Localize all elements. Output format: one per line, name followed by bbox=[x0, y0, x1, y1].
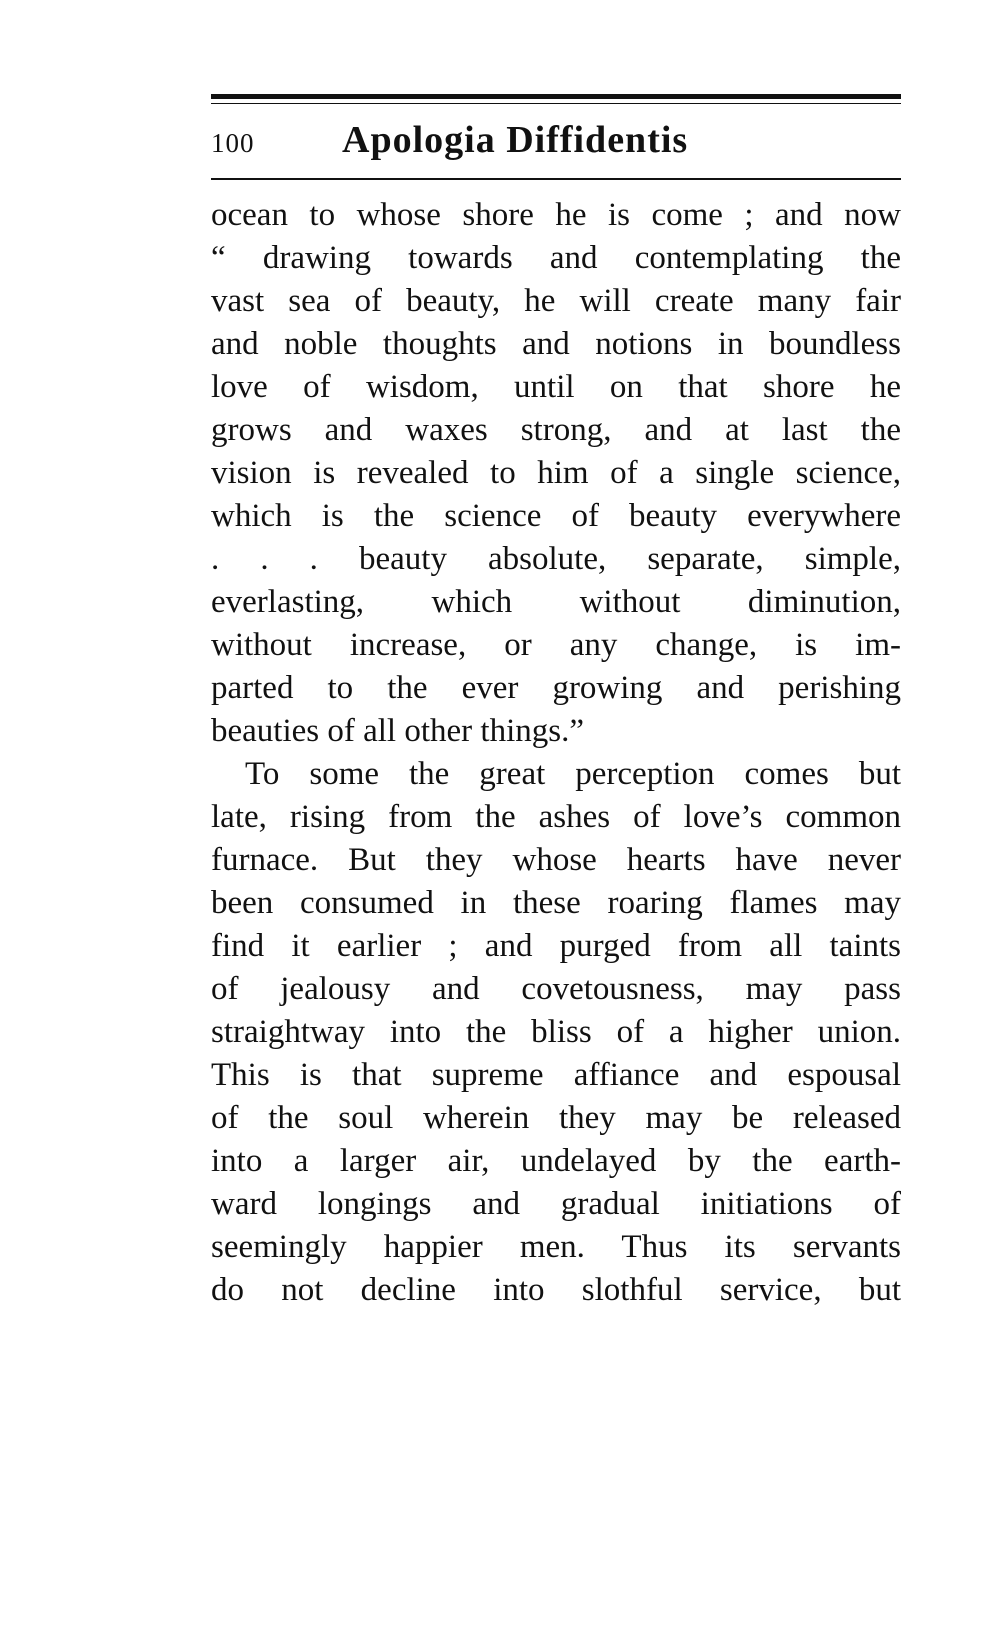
paragraph-2 bbox=[211, 753, 901, 1312]
text-line: everlasting, which without diminution, bbox=[211, 584, 901, 620]
text-line: parted to the ever growing and perishing bbox=[211, 670, 901, 706]
text-line: furnace. But they whose hearts have never bbox=[211, 842, 901, 878]
text-line: late, rising from the ashes of love’s common bbox=[211, 799, 901, 835]
top-rule-thick bbox=[211, 94, 901, 99]
text-line: love of wisdom, until on that shore he bbox=[211, 369, 901, 405]
text-line: which is the science of beauty everywhere bbox=[211, 498, 901, 534]
text-line: of jealousy and covetousness, may pass bbox=[211, 971, 901, 1007]
top-rule-thin bbox=[211, 103, 901, 104]
text-line: This is that supreme affiance and espousal bbox=[211, 1057, 901, 1093]
text-line: vision is revealed to him of a single science, bbox=[211, 455, 901, 491]
running-head: Apologia Diffidentis bbox=[342, 119, 689, 161]
text-line: . . . beauty absolute, separate, simple, bbox=[211, 541, 901, 577]
header-rule bbox=[211, 178, 901, 180]
text-line: beauties of all other things.” bbox=[211, 713, 584, 749]
text-line: into a larger air, undelayed by the earth- bbox=[211, 1143, 901, 1179]
text-line: without increase, or any change, is im- bbox=[211, 627, 901, 663]
text-line: To some the great perception comes but bbox=[245, 756, 901, 792]
paragraph-1 bbox=[211, 194, 901, 753]
text-line: vast sea of beauty, he will create many fair bbox=[211, 283, 901, 319]
text-line: “ drawing towards and contemplating the bbox=[211, 240, 901, 276]
text-line: seemingly happier men. Thus its servants bbox=[211, 1229, 901, 1265]
text-line: straightway into the bliss of a higher union. bbox=[211, 1014, 901, 1050]
text-line: and noble thoughts and notions in boundless bbox=[211, 326, 901, 362]
text-line: grows and waxes strong, and at last the bbox=[211, 412, 901, 448]
body-text bbox=[211, 194, 901, 1312]
page-number: 100 bbox=[211, 128, 255, 158]
text-line: ward longings and gradual initiations of bbox=[211, 1186, 901, 1222]
text-line: ocean to whose shore he is come ; and now bbox=[211, 197, 901, 233]
page-header bbox=[211, 118, 901, 168]
text-line: of the soul wherein they may be released bbox=[211, 1100, 901, 1136]
text-line: do not decline into slothful service, but bbox=[211, 1272, 901, 1308]
text-line: find it earlier ; and purged from all taints bbox=[211, 928, 901, 964]
text-line: been consumed in these roaring flames may bbox=[211, 885, 901, 921]
